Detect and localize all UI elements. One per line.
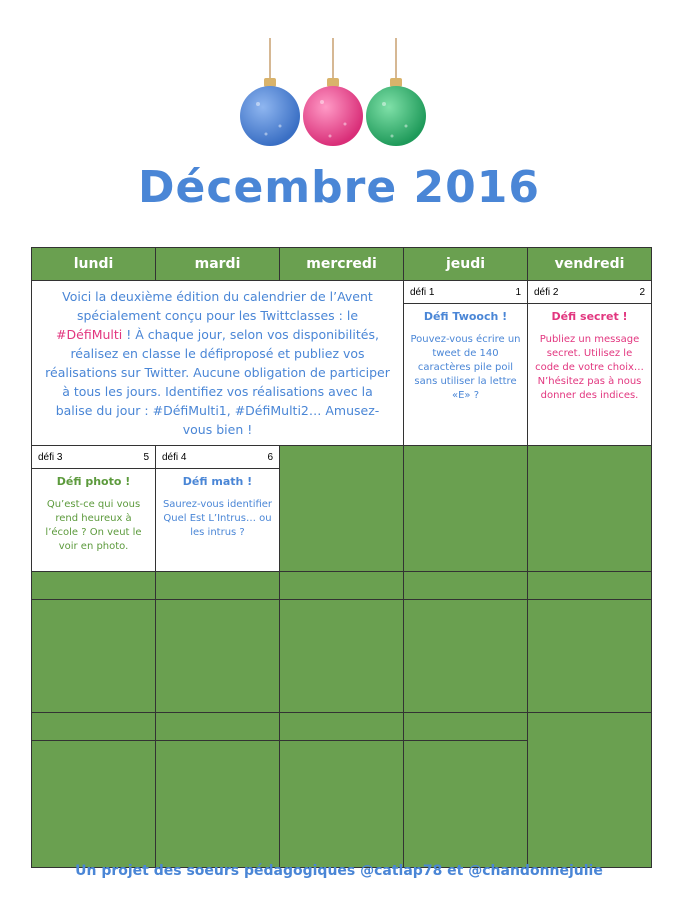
day-header-lundi: lundi (32, 248, 156, 281)
empty-day-cell (528, 713, 652, 868)
empty-day-cell (156, 741, 280, 868)
ornament-green (366, 38, 426, 146)
challenge-title: Défi math ! (182, 475, 253, 488)
challenge-title: Défi secret ! (551, 310, 628, 323)
challenge-cell-3: défi 3 5 Défi photo ! Qu’est-ce qui vous rend heureux à l’école ? On veut le voir en photo. (32, 446, 156, 572)
empty-day-cell (280, 600, 404, 713)
empty-day-cell (404, 600, 528, 713)
empty-day-cell (528, 446, 652, 572)
empty-day-cell (404, 572, 528, 600)
challenge-text: Publiez un message secret. Utilisez le code de votre choix… N’hésitez pas à nous donner des indices. (535, 334, 644, 401)
challenge-cell-1: défi 1 1 Défi Twooch ! Pouvez-vous écrire un tweet de 140 caractères pile poil sans utiliser la lettre «E» ? (404, 281, 528, 446)
ornament-blue (240, 38, 300, 146)
empty-day-cell (280, 446, 404, 572)
ornament-pink (303, 38, 363, 146)
empty-day-cell (528, 572, 652, 600)
empty-day-cell (156, 713, 280, 741)
intro-text: Voici la deuxième édition du calendrier de l’Avent spécialement conçu pour les Twittclasses : le #DéfiMulti ! À chaque jour, selon vos disponibilités, réalisez en classe le défiproposé et publiez vos réalisations sur Twitter. Aucune obligation de participer à tous les jours. Identifiez vos réalisations avec la balise du jour : #DéfiMulti1, #DéfiMulti2… Amusez-vous bien ! (32, 281, 404, 446)
hashtag: #DéfiMulti (56, 327, 123, 342)
challenge-text: Qu’est-ce qui vous rend heureux à l’école ? On veut le voir en photo. (45, 499, 142, 552)
empty-day-cell (280, 713, 404, 741)
day-header-mercredi: mercredi (280, 248, 404, 281)
empty-day-cell (156, 600, 280, 713)
empty-day-cell (280, 572, 404, 600)
empty-day-cell (32, 572, 156, 600)
day-header-mardi: mardi (156, 248, 280, 281)
empty-day-cell (528, 600, 652, 713)
footer-credit: Un projet des soeurs pédagogiques @catlap78 et @chandonnejulie (75, 863, 603, 879)
empty-day-cell (32, 600, 156, 713)
challenge-text: Saurez-vous identifier Quel Est L’Intrus… ou les intrus ? (162, 499, 273, 538)
empty-day-cell (156, 572, 280, 600)
empty-day-cell (32, 713, 156, 741)
challenge-title: Défi Twooch ! (423, 310, 508, 323)
empty-day-cell (280, 741, 404, 868)
calendar-grid (31, 247, 652, 868)
challenge-cell-4: défi 4 6 Défi math ! Saurez-vous identifier Quel Est L’Intrus… ou les intrus ? (156, 446, 280, 572)
empty-day-cell (404, 741, 528, 868)
empty-day-cell (32, 741, 156, 868)
challenge-cell-2: défi 2 2 Défi secret ! Publiez un message secret. Utilisez le code de votre choix… N’hésitez pas à nous donner des indices. (528, 281, 652, 446)
page-title: Décembre 2016 (138, 162, 540, 213)
challenge-text: Pouvez-vous écrire un tweet de 140 caractères pile poil sans utiliser la lettre «E» ? (410, 334, 521, 401)
christmas-ornaments (0, 0, 678, 160)
challenge-title: Défi photo ! (56, 475, 131, 488)
empty-day-cell (404, 446, 528, 572)
day-header-jeudi: jeudi (404, 248, 528, 281)
empty-day-cell (404, 713, 528, 741)
day-header-vendredi: vendredi (528, 248, 652, 281)
